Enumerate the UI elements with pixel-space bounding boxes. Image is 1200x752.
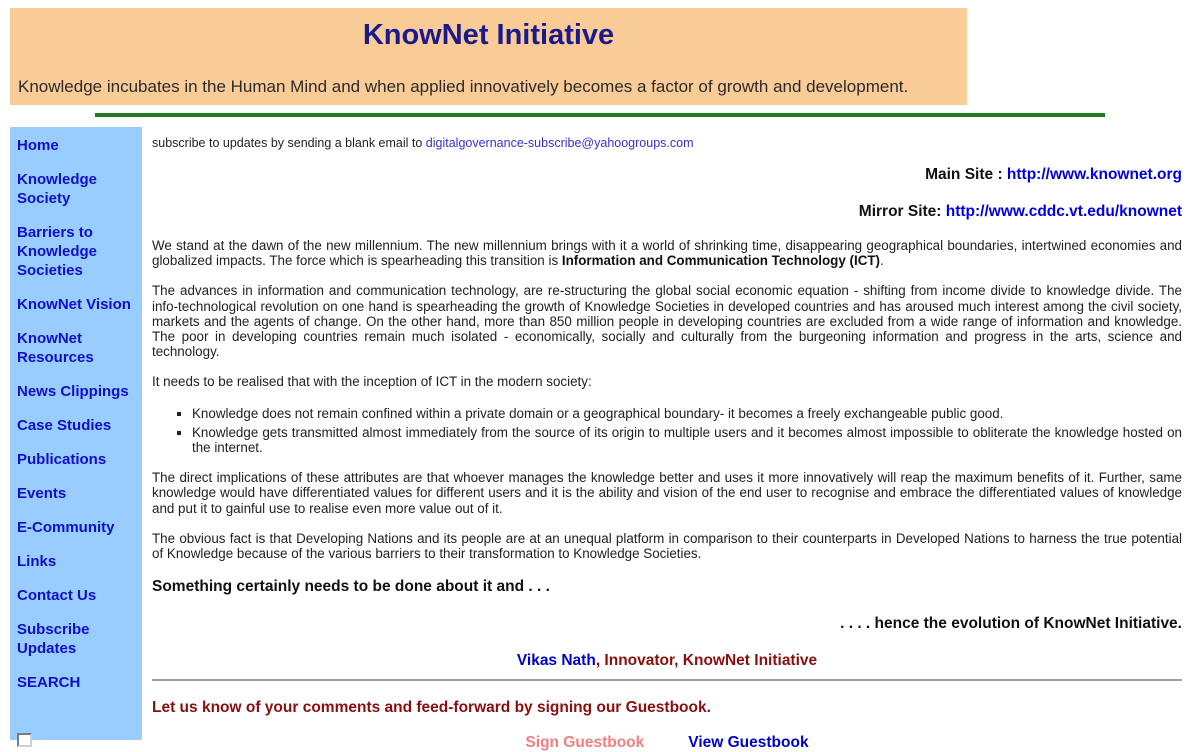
view-guestbook-link[interactable]: View Guestbook xyxy=(688,734,809,752)
advances-paragraph: The advances in information and communication technology, are re-structuring the global social economic equation - shifting from income divide to knowledge divide. The info-technological revolution on one hand is spearheading the growth of Knowledge Societies in developed countries and has aroused much interest among the civil society, markets and the agents of change. On the other hand, more than 850 million people in developing countries are excluded from a wide range of information and knowledge. The poor in developing countries remain much isolated - economically, socially and culturally from the burgeoning information and progress in the arts, science and technology. xyxy=(152,283,1182,360)
subscribe-line xyxy=(152,136,1182,150)
bullet-item-transmission: ▪ Knowledge gets transmitted almost immediately from the source of its origin to multiple users and it becomes almost impossible to obliterate the knowledge hosted on the internet. xyxy=(192,425,1182,455)
ict-bold-text: Information and Communication Technology (ICT) xyxy=(561,253,881,269)
sidebar-item-events[interactable]: Events xyxy=(17,485,67,502)
evolution-statement: . . . . hence the evolution of KnowNet Initiative. xyxy=(840,615,1182,633)
main-content xyxy=(152,136,1182,752)
search-input[interactable] xyxy=(17,733,32,747)
guestbook-prompt: Let us know of your comments and feed-forward by signing our Guestbook. xyxy=(152,699,711,717)
header-banner xyxy=(10,8,967,105)
sidebar-item-e-community[interactable]: E-Community xyxy=(17,519,115,536)
implications-paragraph: The direct implications of these attributes are that whoever manages the knowledge better and uses it more innovatively will reap the maximum benefits of it. Further, same knowledge would have differentiated values for different users and it is the ability and vision of the end user to recognise and embrace the differentiated values of knowledge and put it to gainful use to realise even more value out of it. xyxy=(152,470,1182,516)
call-to-action-statement: Something certainly needs to be done about it and . . . xyxy=(152,578,550,596)
knowledge-bullet-list xyxy=(152,406,1182,456)
sign-guestbook-link[interactable]: Sign Guestbook xyxy=(525,734,645,752)
sidebar-item-case-studies[interactable]: Case Studies xyxy=(17,417,112,434)
main-site-label: Main Site : xyxy=(925,166,1007,183)
guestbook-links-row xyxy=(152,734,1182,752)
sidebar-item-search[interactable]: SEARCH xyxy=(17,674,81,691)
sidebar-item-news-clippings[interactable]: News Clippings xyxy=(17,383,129,400)
mirror-site-line xyxy=(152,203,1182,221)
sidebar-item-knownet-vision[interactable]: KnowNet Vision xyxy=(17,296,131,313)
main-site-line xyxy=(152,166,1182,184)
subscribe-text: subscribe to updates by sending a blank email to xyxy=(152,136,426,150)
content-divider xyxy=(152,679,1182,681)
mirror-site-link[interactable]: http://www.cddc.vt.edu/knownet xyxy=(945,203,1182,220)
bullet-item-public-good: ▪ Knowledge does not remain confined within a private domain or a geographical boundary- it becomes a freely exchangeable public good. xyxy=(192,406,1182,421)
page-title: KnowNet Initiative xyxy=(362,19,615,51)
subscribe-email-link[interactable]: digitalgovernance-subscribe@yahoogroups.com xyxy=(425,136,694,150)
author-link[interactable]: Vikas Nath xyxy=(516,652,596,670)
sidebar-item-links[interactable]: Links xyxy=(17,553,57,570)
header-divider-rule xyxy=(95,113,1105,117)
sidebar-item-knownet-resources[interactable]: KnowNet Resources xyxy=(17,330,94,366)
intro-paragraph-text: We stand at the dawn of the new millennium. The new millennium brings with it a world of shrinking time, disappearing geographical boundaries, intertwined economies and globalized impacts. The force which is spearheading this transition is xyxy=(152,238,1182,269)
sidebar-item-home[interactable]: Home xyxy=(17,137,59,154)
mirror-site-label: Mirror Site: xyxy=(858,203,946,220)
unequal-platform-paragraph: The obvious fact is that Developing Nations and its people are at an unequal platform in comparison to their counterparts in Developed Nations to harness the true potential of Knowledge because of the various barriers to their transformation to Knowledge Societies. xyxy=(152,530,1182,562)
tagline: Knowledge incubates in the Human Mind and when applied innovatively becomes a factor of growth and development. xyxy=(18,77,909,96)
intro-paragraph xyxy=(152,238,1182,268)
main-site-link[interactable]: http://www.knownet.org xyxy=(1006,166,1182,183)
intro-paragraph-period: . xyxy=(880,253,884,269)
author-role: , Innovator, KnowNet Initiative xyxy=(595,652,818,670)
sidebar-item-knowledge-society[interactable]: Knowledge Society xyxy=(17,171,98,207)
signature-line xyxy=(152,652,1182,670)
sidebar-item-barriers[interactable]: Barriers to Knowledge Societies xyxy=(17,224,98,279)
sidebar-nav xyxy=(10,127,142,740)
sidebar-item-contact-us[interactable]: Contact Us xyxy=(17,587,97,604)
sidebar-item-publications[interactable]: Publications xyxy=(17,451,107,468)
sidebar-item-subscribe-updates[interactable]: Subscribe Updates xyxy=(17,621,90,657)
list-intro: It needs to be realised that with the inception of ICT in the modern society: xyxy=(152,374,592,390)
